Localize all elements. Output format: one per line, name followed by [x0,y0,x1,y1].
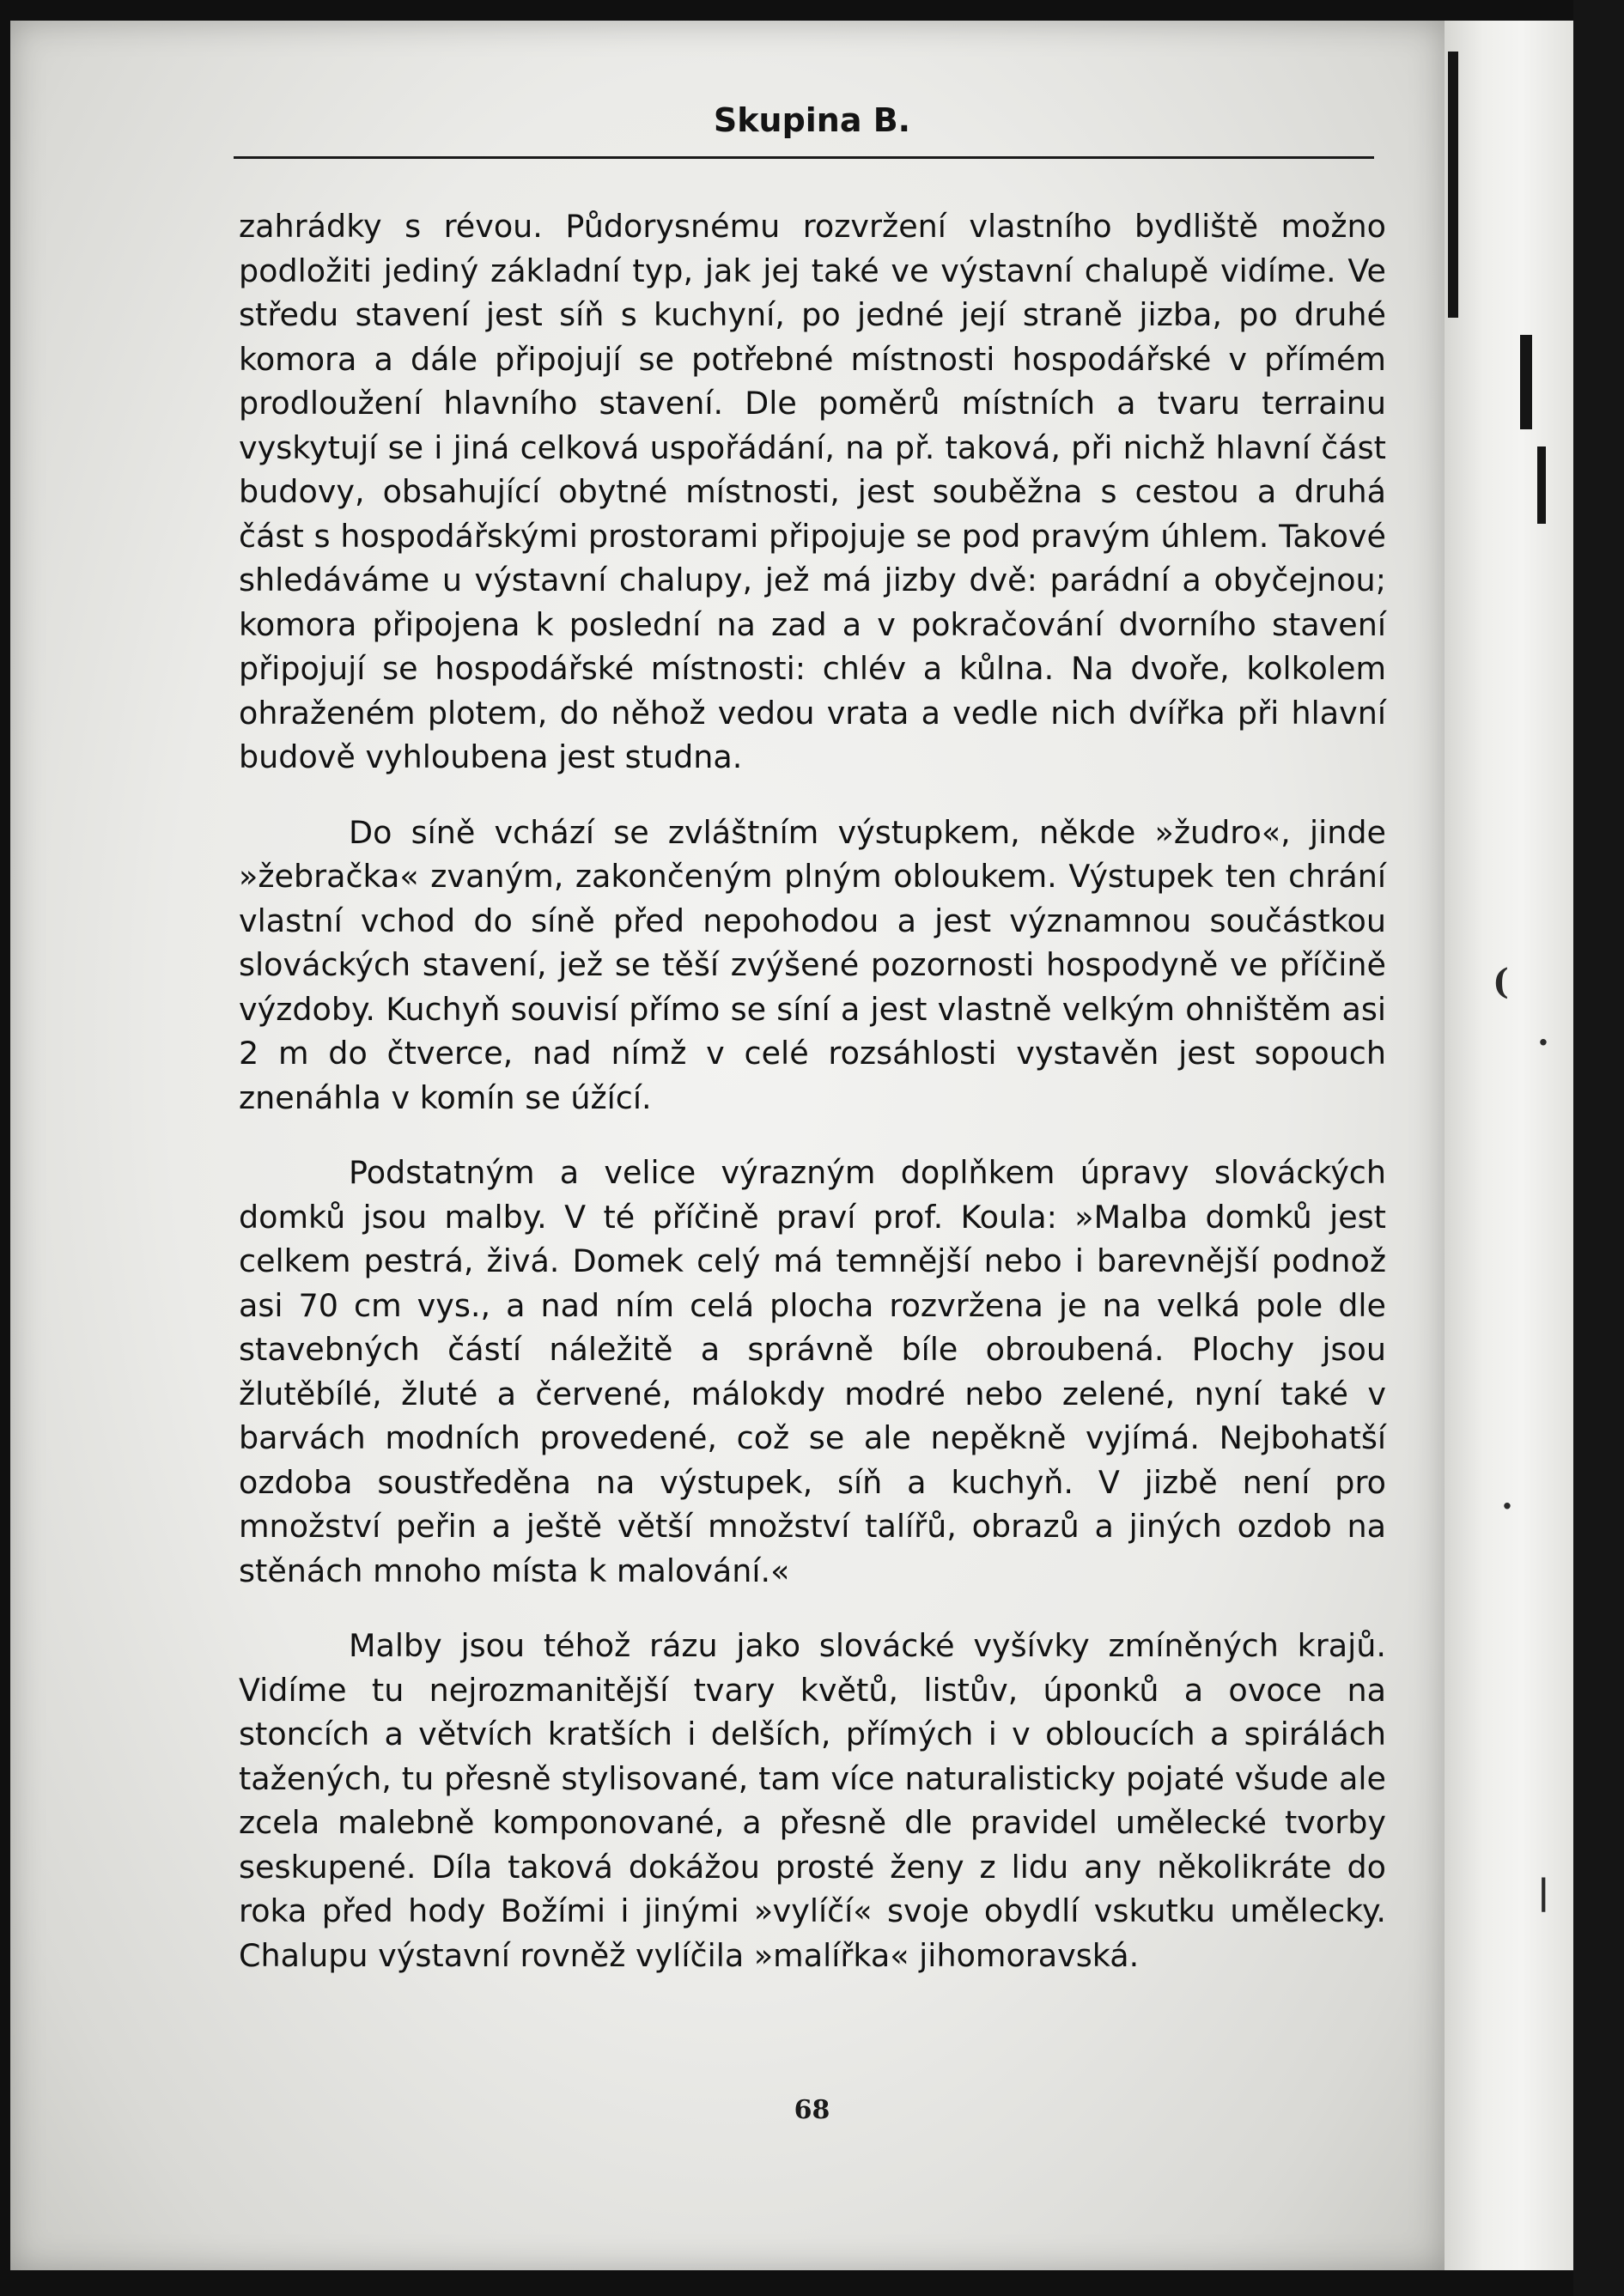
body-text [239,204,1386,1977]
page-edge-right [1573,0,1624,2296]
running-head: Skupina B. [713,101,911,139]
paragraph-4: Malby jsou téhož rázu jako slovácké vyšívky zmíněných krajů. Vidíme tu nejrozmanitější tvary květů, listův, úponků a ovoce na stoncích a větvích kratších i delších, přímých i v obloucích a spirálách tažených, tu přesně stylisované, tam více naturalisticky pojaté všude ale zcela malebně komponované, a přesně dle pravidel umělecké tvorby seskupené. Díla taková dokážou prosté ženy z lidu any několikráte do roka před hody Božími i jinými »vylíčí« svoje obydlí vskutku umělecky. Chalupu výstavní rovněž vylíčila »malířka« jihomoravská. [239,1627,1386,1974]
margin-bar-mid [1520,335,1532,429]
margin-mark-2: . [1537,1013,1549,1054]
paragraph-2: Do síně vchází se zvláštním výstupkem, někde »žudro«, jinde »žebračka« zvaným, zakončeným plným obloukem. Výstupek ten chrání vlastní vchod do síně před nepohodou a jest významnou součástkou slováckých stavení, jež se těší zvýšené pozornosti hospodyně ve příčině výzdoby. Kuchyň souvisí přímo se síní a jest vlastně velkým ohništěm asi 2 m do čtverce, nad nímž v celé rozsáhlosti vystavěn jest sopouch znenáhla v komín se úžící. [239,813,1386,1116]
bound-margin-strip [1445,21,1573,2270]
margin-mark-4: | [1537,1872,1550,1912]
page-number: 68 [794,2095,830,2125]
header-rule [234,156,1374,159]
margin-bar-top [1448,52,1458,318]
margin-mark-1: ( [1493,962,1509,1002]
margin-mark-3: . [1501,1477,1513,1517]
margin-bar-lower [1537,446,1546,524]
paragraph-1: zahrádky s révou. Půdorysnému rozvržení vlastního bydliště možno podložiti jediný základní typ, jak jej také ve výstavní chalupě vidíme. Ve středu stavení jest síň s kuchyní, po jedné její straně jizba, po druhé komora a dále připojují se potřebné místnosti hospodářské v přímém prodloužení hlavního stavení. Dle poměrů místních a tvaru terrainu vyskytují se i jiná celková uspořádání, na př. taková, při nichž hlavní část budovy, obsahující obytné místnosti, jest souběžna s cestou a druhá část s hospodářskými prostorami připojuje se pod pravým úhlem. Takové shledáváme u výstavní chalupy, jež má jizby dvě: parádní a obyčejnou; komora připojena k poslední na zad a v pokračování dvorního stavení připojují se hospodářské místnosti: chlév a kůlna. Na dvoře, kolkolem ohraženém plotem, do něhož vedou vrata a vedle nich dvířka při hlavní budově vyhloubena jest studna. [239,208,1386,775]
paragraph-3: Podstatným a velice výrazným doplňkem úpravy slováckých domků jsou malby. V té příčině praví prof. Koula: »Malba domků jest celkem pestrá, živá. Domek celý má temnější nebo i barevnější podnož asi 70 cm vys., a nad ním celá plocha rozvržena je na velká pole dle stavebných částí náležitě a správně bíle obroubená. Plochy jsou žlutěbílé, žluté a červené, málokdy modré nebo zelené, nyní také v barvách modních provedené, což se ale nepěkně vyjímá. Nejbohatší ozdoba soustředěna na výstupek, síň a kuchyň. V jizbě není pro množství peřin a ještě větší množství talířů, obrazů a jiných ozdob na stěnách mnoho místa k malování.« [239,1154,1386,1589]
